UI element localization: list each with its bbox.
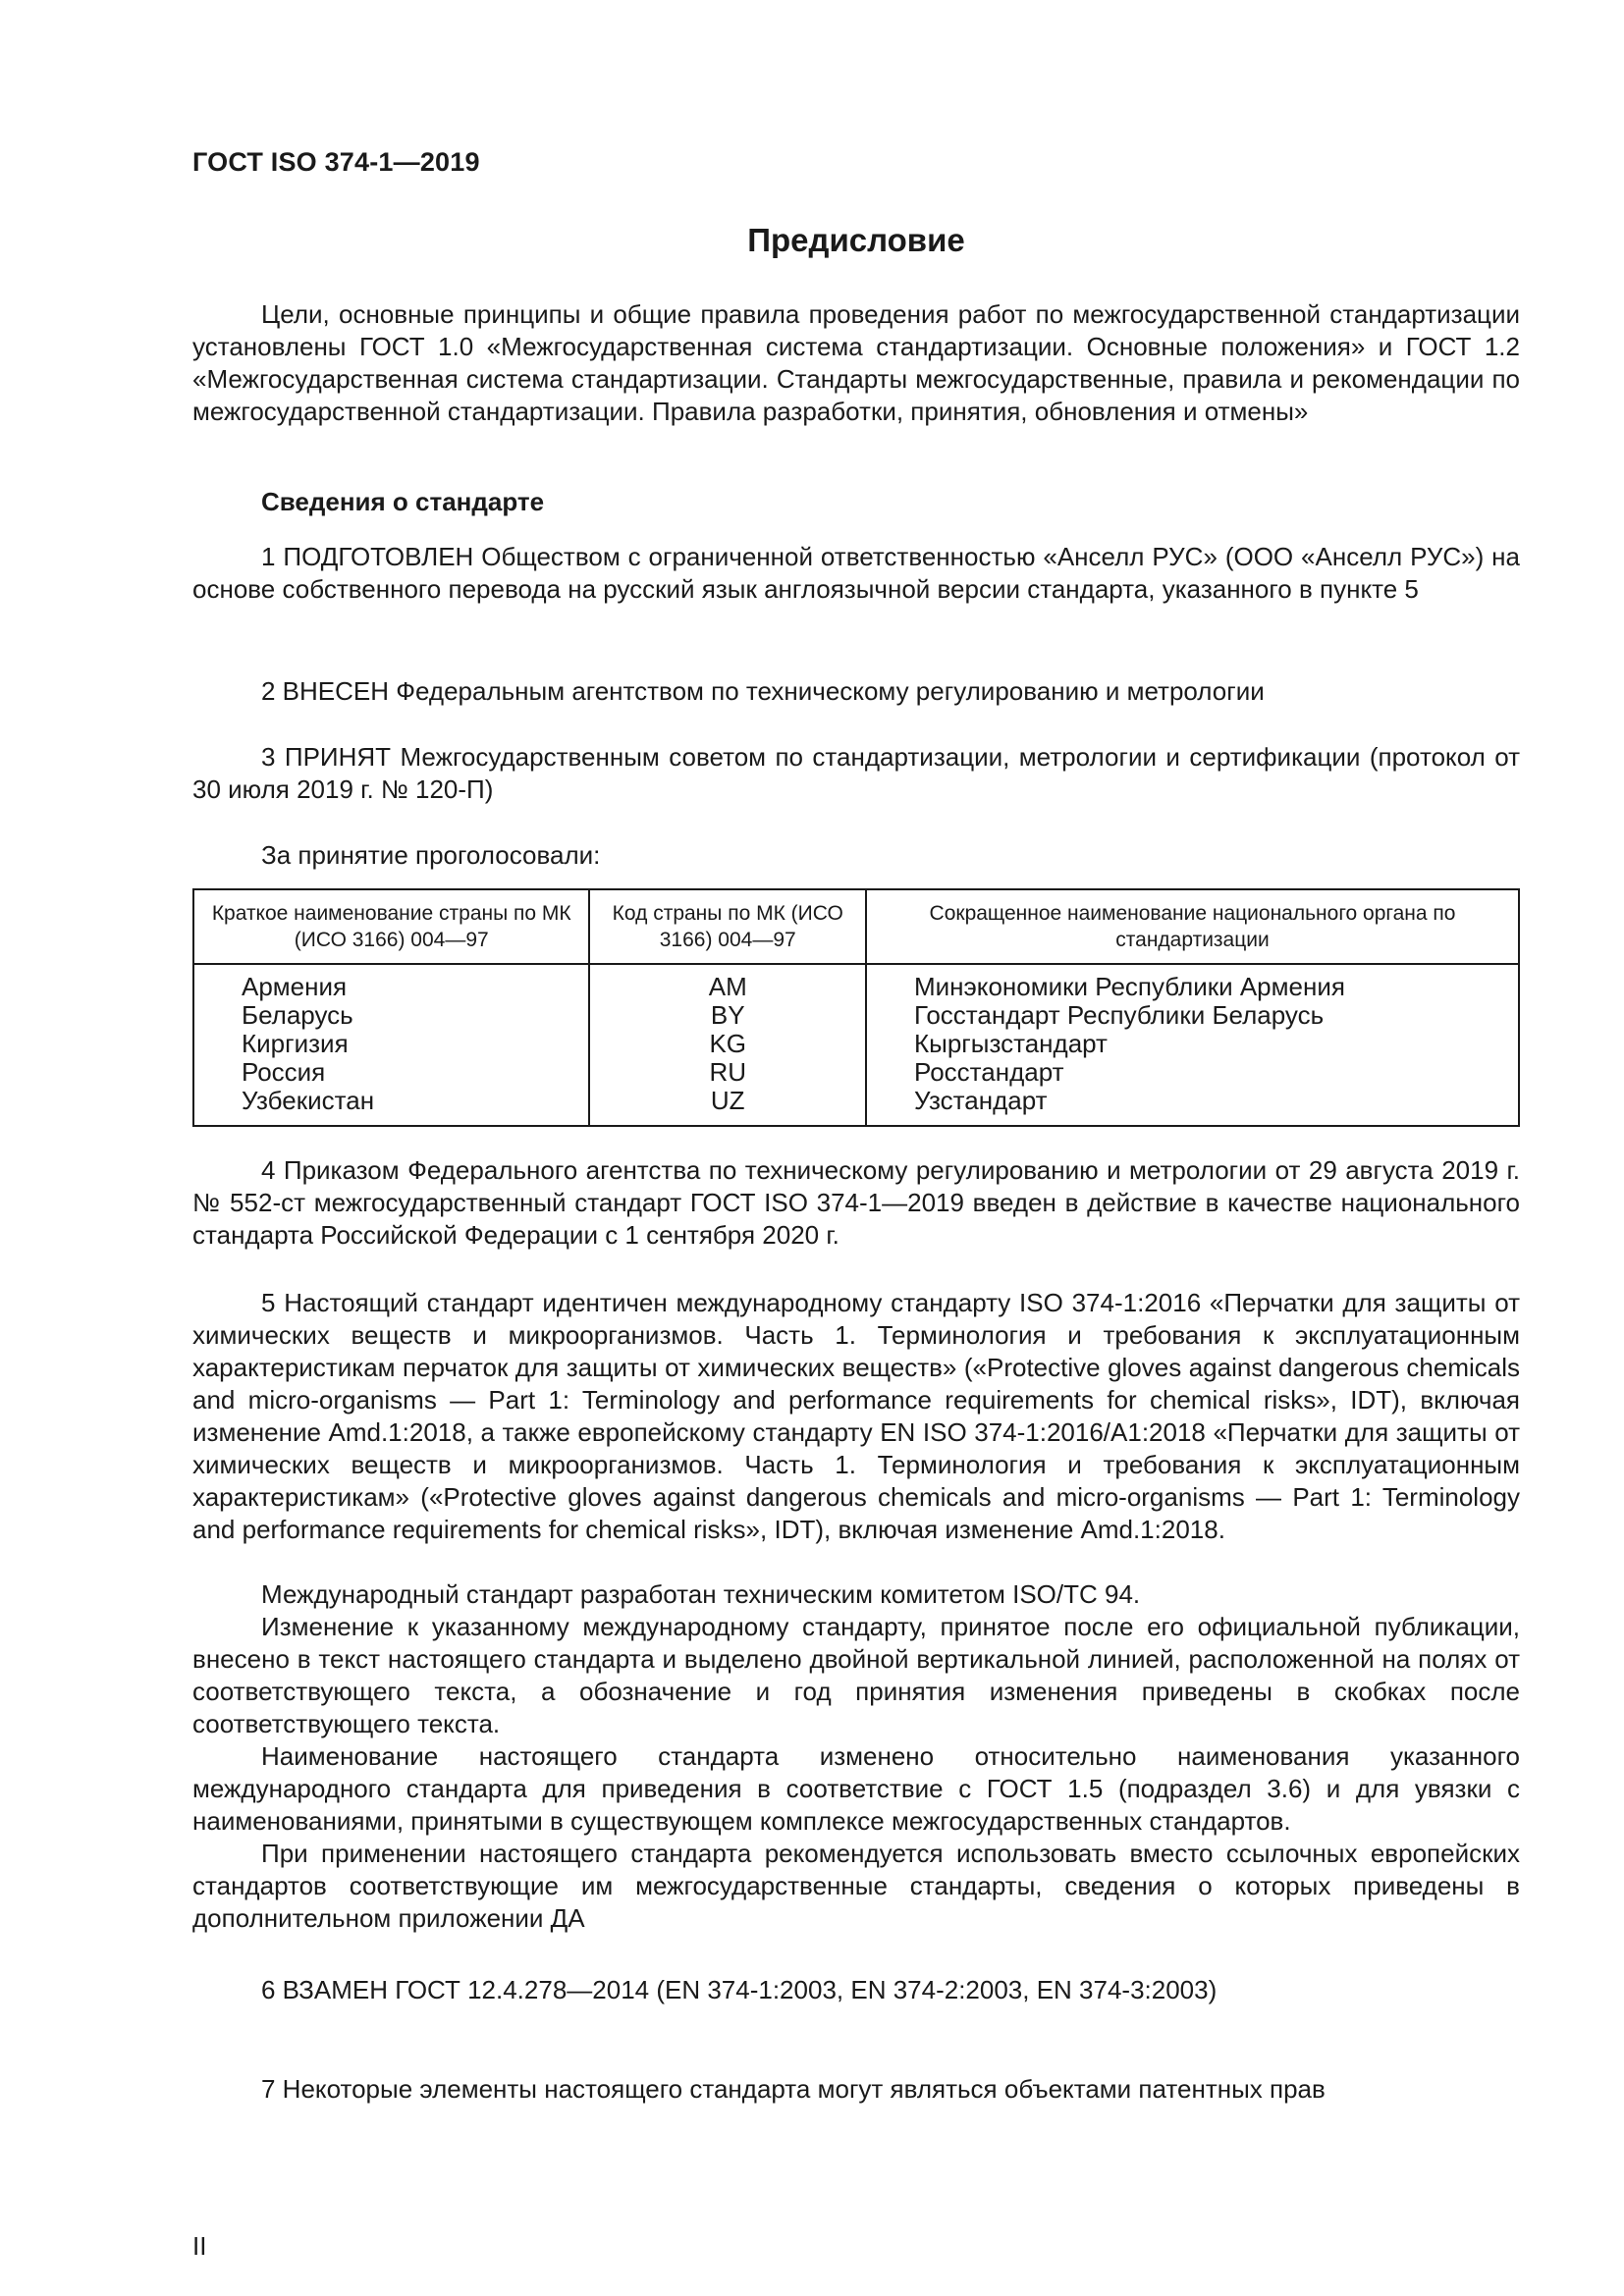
item-2-paragraph: 2 ВНЕСЕН Федеральным агентством по техническому регулированию и метрологии [261, 676, 1265, 706]
table-header-body: Сокращенное наименование национального органа по стандартизации [866, 889, 1519, 964]
country-cell: Узбекистан [242, 1086, 375, 1115]
item-3-paragraph: 3 ПРИНЯТ Межгосударственным советом по стандартизации, метрологии и сертификации (протокол от 30 июля 2019 г. № 120-П) [192, 742, 1520, 804]
table-header-country: Краткое наименование страны по МК (ИСО 3166) 004—97 [193, 889, 589, 964]
code-cell: UZ [710, 1086, 745, 1115]
item-5-title-change: Наименование настоящего стандарта изменено относительно наименования указанного международного стандарта для приведения в соответствие с ГОСТ 1.5 (подраздел 3.6) и для увязки с наименованиями, принятыми в существующем комплексе межгосударственных стандартов. [192, 1741, 1520, 1836]
voting-table [192, 888, 1520, 1127]
country-cell: Беларусь [242, 1000, 353, 1030]
body-column [866, 964, 1519, 1126]
item-7-paragraph: 7 Некоторые элементы настоящего стандарта могут являться объектами патентных прав [261, 2074, 1326, 2104]
table-header-row [193, 889, 1519, 964]
body-cell: Минэкономики Республики Армения [914, 972, 1345, 1001]
item-5-references: При применении настоящего стандарта рекомендуется использовать вместо ссылочных европейских стандартов соответствующие им межгосударственные стандарты, сведения о которых приведены в дополнительном приложении ДА [192, 1839, 1520, 1933]
item-4-paragraph: 4 Приказом Федерального агентства по техническому регулированию и метрологии от 29 августа 2019 г. № 552-ст межгосударственный стандарт ГОСТ ISO 374-1—2019 введен в действие в качестве национального стандарта Российской Федерации с 1 сентября 2020 г. [192, 1155, 1520, 1250]
table-row [193, 964, 1519, 1126]
item-1-paragraph: 1 ПОДГОТОВЛЕН Обществом с ограниченной ответственностью «Анселл РУС» (ООО «Анселл РУС») на основе собственного перевода на русский язык англоязычной версии стандарта, указанного в пункте 5 [192, 542, 1520, 604]
item-5-paragraph: 5 Настоящий стандарт идентичен международному стандарту ISO 374-1:2016 «Перчатки для защиты от химических веществ и микроорганизмов. Часть 1. Терминология и требования к эксплуатационным характеристикам перчаток для защиты от химических веществ» («Protective gloves against dangerous chemicals and micro-organisms — Part 1: Terminology and performance requirements for chemical risks», IDT), включая изменение Amd.1:2018, а также европейскому стандарту EN ISO 374-1:2016/A1:2018 «Перчатки для защиты от химических веществ и микроорганизмов. Часть 1. Терминология и требования к эксплуатационным характеристикам» («Protective gloves against dangerous chemicals and micro-organisms — Part 1: Terminology and performance requirements for chemical risks», IDT), включая изменение Amd.1:2018. [192, 1288, 1520, 1544]
code-cell: AM [708, 972, 747, 1001]
code-cell: RU [709, 1057, 747, 1087]
item-5-amendment: Изменение к указанному международному стандарту, принятое после его официальной публикации, внесено в текст настоящего стандарта и выделено двойной вертикальной линией, расположенной на полях от соответствующего текста, а обозначение и год принятия изменения приведены в скобках после соответствующего текста. [192, 1612, 1520, 1738]
code-cell: BY [710, 1000, 745, 1030]
body-cell: Узстандарт [914, 1086, 1048, 1115]
body-cell: Госстандарт Республики Беларусь [914, 1000, 1325, 1030]
document-code: ГОСТ ISO 374-1—2019 [192, 147, 480, 177]
item-5-committee: Международный стандарт разработан техническим комитетом ISO/TC 94. [261, 1579, 1141, 1609]
table-header-code: Код страны по МК (ИСО 3166) 004—97 [589, 889, 866, 964]
country-cell: Армения [242, 972, 348, 1001]
voted-label: За принятие проголосовали: [261, 840, 601, 870]
country-cell: Россия [242, 1057, 326, 1087]
item-6-paragraph: 6 ВЗАМЕН ГОСТ 12.4.278—2014 (EN 374-1:2003, EN 374-2:2003, EN 374-3:2003) [261, 1975, 1218, 2004]
page-title: Предисловие [747, 222, 965, 258]
section-subheading: Сведения о стандарте [261, 487, 545, 516]
country-column [193, 964, 589, 1126]
body-cell: Росстандарт [914, 1057, 1064, 1087]
code-column [589, 964, 866, 1126]
country-cell: Киргизия [242, 1029, 349, 1058]
page-number: II [192, 2231, 207, 2261]
body-cell: Кыргызстандарт [914, 1029, 1108, 1058]
code-cell: KG [709, 1029, 747, 1058]
intro-paragraph: Цели, основные принципы и общие правила проведения работ по межгосударственной стандартизации установлены ГОСТ 1.0 «Межгосударственная система стандартизации. Основные положения» и ГОСТ 1.2 «Межгосударственная система стандартизации. Стандарты межгосударственные, правила и рекомендации по межгосударственной стандартизации. Правила разработки, принятия, обновления и отмены» [192, 299, 1520, 426]
document-page [192, 0, 1520, 2296]
